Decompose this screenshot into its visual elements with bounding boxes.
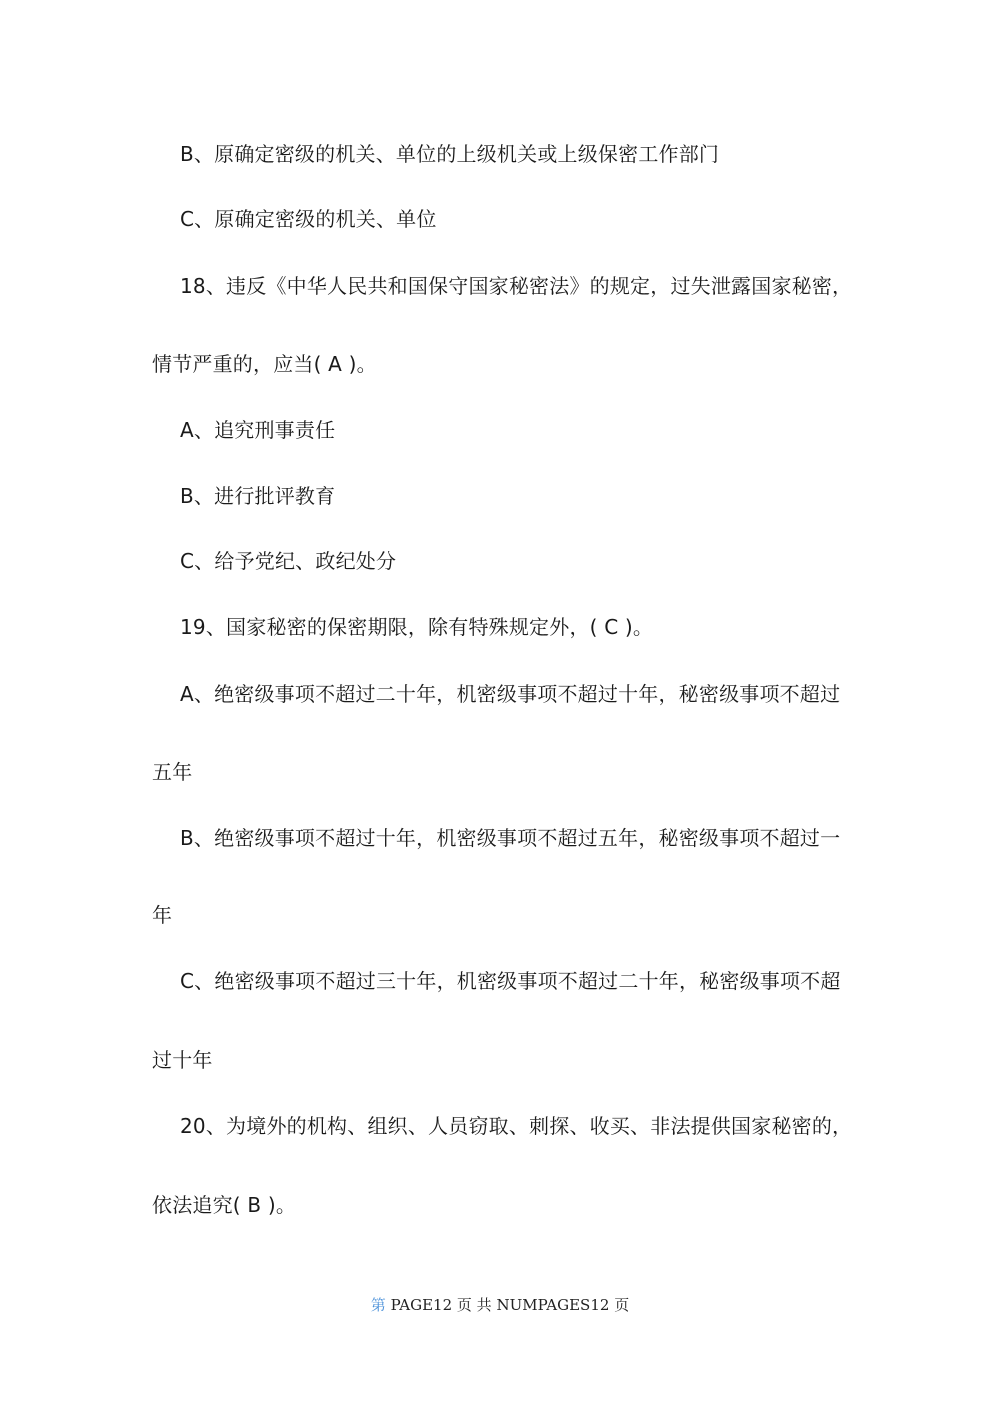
option-b-q18: B、进行批评教育 bbox=[180, 484, 336, 508]
question-19: 19、国家秘密的保密期限，除有特殊规定外，( C )。 bbox=[180, 615, 654, 639]
option-c-q18: C、给予党纪、政纪处分 bbox=[180, 549, 397, 573]
question-20-line-1: 20、为境外的机构、组织、人员窃取、刺探、收买、非法提供国家秘密的， bbox=[180, 1114, 853, 1138]
option-a-q19-line-2: 五年 bbox=[152, 760, 193, 784]
option-a-q19-line-1: A、绝密级事项不超过二十年，机密级事项不超过十年，秘密级事项不超过 bbox=[180, 682, 841, 706]
question-18-line-1: 18、违反《中华人民共和国保守国家秘密法》的规定，过失泄露国家秘密， bbox=[180, 274, 853, 298]
question-18-line-2: 情节严重的，应当( A )。 bbox=[152, 352, 377, 376]
option-c-q19-line-1: C、绝密级事项不超过三十年，机密级事项不超过二十年，秘密级事项不超 bbox=[180, 969, 841, 993]
question-20-line-2: 依法追究( B )。 bbox=[152, 1193, 297, 1217]
option-b-q19-line-2: 年 bbox=[152, 903, 173, 927]
option-c-q17: C、原确定密级的机关、单位 bbox=[180, 207, 437, 231]
option-b-q17: B、原确定密级的机关、单位的上级机关或上级保密工作部门 bbox=[180, 142, 720, 166]
footer-page-text: PAGE12 页 共 NUMPAGES12 页 bbox=[385, 1296, 630, 1314]
option-c-q19-line-2: 过十年 bbox=[152, 1048, 213, 1072]
option-b-q19-line-1: B、绝密级事项不超过十年，机密级事项不超过五年，秘密级事项不超过一 bbox=[180, 826, 841, 850]
option-a-q18: A、追究刑事责任 bbox=[180, 418, 336, 442]
page-footer bbox=[0, 1294, 1000, 1316]
footer-first-char: 第 bbox=[370, 1296, 386, 1314]
